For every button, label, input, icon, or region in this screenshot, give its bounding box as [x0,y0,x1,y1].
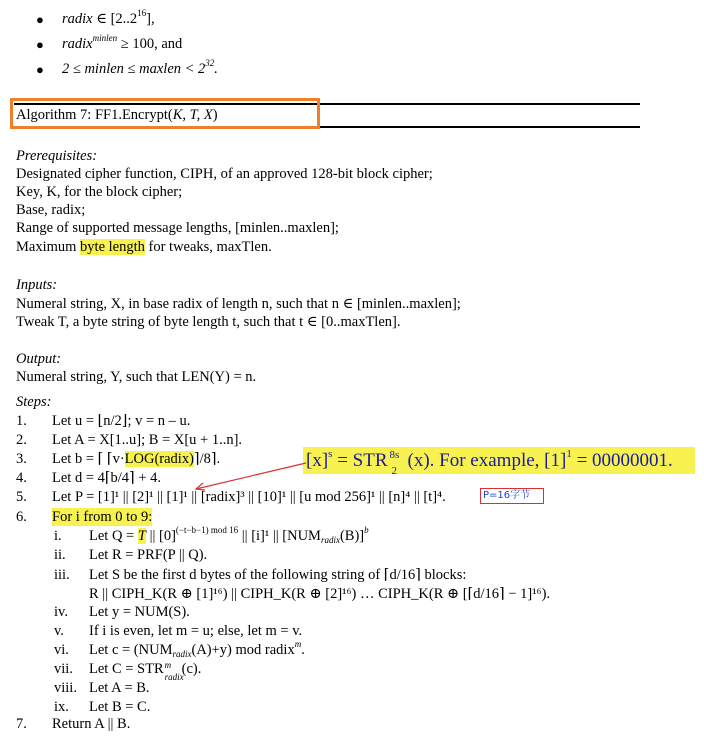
step-number: 1. [16,413,27,429]
substep-text: Let C = STR [89,661,164,677]
substep-sub: radix [172,649,192,659]
callout-exp: 8s [389,448,400,461]
constraint-text: 2 ≤ minlen ≤ maxlen < 2 [62,61,206,77]
constraint-text: radix [62,36,93,52]
substep-sub: radix [164,671,184,682]
substep-iii-cont: R || CIPH_K(R ⊕ [1]¹⁶) || CIPH_K(R ⊕ [2]¹⁶) … CIPH_K(R ⊕ [⌈d/16⌉ − 1]¹⁶). [89,586,551,602]
step-number: 2. [16,432,27,448]
constraint-text: . [214,61,218,77]
constraint-text: ≥ 100, and [117,36,183,52]
step-number: 7. [16,716,27,732]
step-number: 6. [16,509,27,525]
substep-text: (B)] [339,528,365,544]
input-line: Tweak T, a byte string of byte length t, such that t ∈ [0..maxTlen]. [16,314,401,330]
substep-number: i. [54,528,62,544]
highlighted-text: T [137,528,146,544]
callout-exp: 1 [566,448,572,460]
constraint-text: ], [146,11,155,27]
constraint-exp: 32 [205,58,215,68]
prereq-line: Range of supported message lengths, [minlen..maxlen]; [16,220,339,236]
constraint-text: ∈ [2..2 [92,11,138,27]
steps-heading: Steps: [16,394,52,410]
algorithm-title-args: K, T, X [172,107,213,123]
prerequisites-heading: Prerequisites: [16,148,98,164]
callout-text: [x] [306,450,329,471]
substep-text: Let Q = [89,528,138,544]
substep-number: vii. [54,661,73,677]
substep-exp: m [164,659,172,670]
substep-number: ii. [54,547,66,563]
substep-v: If i is even, let m = u; else, let m = v. [89,623,303,639]
substep-number: vi. [54,642,69,658]
step-number: 3. [16,451,27,467]
step-2: Let A = X[1..u]; B = X[u + 1..n]. [52,432,243,448]
substep-exp: m [294,639,302,649]
prereq-text: Maximum [16,239,81,255]
substep-iv: Let y = NUM(S). [89,604,190,620]
step-number: 5. [16,489,27,505]
step-text: Let b = ⌈ ⌈v· [52,451,125,467]
callout-exp: s [328,448,333,460]
highlighted-text: LOG(radix) [124,451,194,467]
substep-number: viii. [54,680,77,696]
step-6: For i from 0 to 9: [52,509,153,525]
substep-number: iii. [54,567,70,583]
step-1: Let u = ⌊n/2⌋; v = n – u. [52,413,191,429]
output-heading: Output: [16,351,62,367]
bullet-icon: ● [36,37,44,52]
substep-text: || [i]¹ || [NUM [238,528,321,544]
highlighted-text: byte length [80,239,145,255]
inputs-heading: Inputs: [16,277,58,293]
prereq-line: Base, radix; [16,202,86,218]
constraint-text: radix [62,11,93,27]
constraint-exp: 16 [137,8,147,18]
substep-number: v. [54,623,64,639]
step-4: Let d = 4⌈b/4⌉ + 4. [52,470,162,486]
step-text: ⌉/8⌉. [193,451,221,467]
substep-ii: Let R = PRF(P || Q). [89,547,208,563]
step-7: Return A || B. [52,716,131,732]
constraint-exp: minlen [92,33,118,43]
step-number: 4. [16,470,27,486]
arrow-line [196,463,306,489]
substep-exp: (−t−b−1) mod 16 [175,525,239,535]
arrow-head [196,483,205,490]
callout-text: (x). For example, [1] [407,450,567,471]
substep-sub: radix [320,535,340,545]
substep-viii: Let A = B. [89,680,150,696]
prereq-line: Designated cipher function, CIPH, of an approved 128-bit block cipher; [16,166,433,182]
substep-text: (A)+y) mod radix [191,642,295,658]
callout-text: = STR [332,450,388,471]
substep-ix: Let B = C. [89,699,151,715]
substep-iii: Let S be the first d bytes of the following string of ⌈d/16⌉ blocks: [89,567,467,583]
input-line: Numeral string, X, in base radix of length n, such that n ∈ [minlen..maxlen]; [16,296,461,312]
prereq-line: Key, K, for the block cipher; [16,184,183,200]
callout-text: = 00000001. [571,450,673,471]
substep-text: Let c = (NUM [89,642,173,658]
bullet-icon: ● [36,12,44,27]
substep-text: || [0] [145,528,176,544]
prereq-text: for tweaks, maxTlen. [144,239,272,255]
step-5: Let P = [1]¹ || [2]¹ || [1]¹ || [radix]³ || [10]¹ || [u mod 256]¹ || [n]⁴ || [t]⁴. [52,489,446,505]
bullet-icon: ● [36,62,44,77]
algorithm-title-prefix: Algorithm 7: FF1.Encrypt( [16,107,173,123]
note-box: P=16字节 [480,488,544,504]
algorithm-title-suffix: ) [212,107,218,123]
output-line: Numeral string, Y, such that LEN(Y) = n. [16,369,257,385]
callout-sub: 2 [391,464,397,477]
substep-exp: b [364,525,369,535]
substep-number: ix. [54,699,69,715]
substep-text: . [301,642,305,658]
substep-number: iv. [54,604,68,620]
substep-text: (c). [181,661,202,677]
